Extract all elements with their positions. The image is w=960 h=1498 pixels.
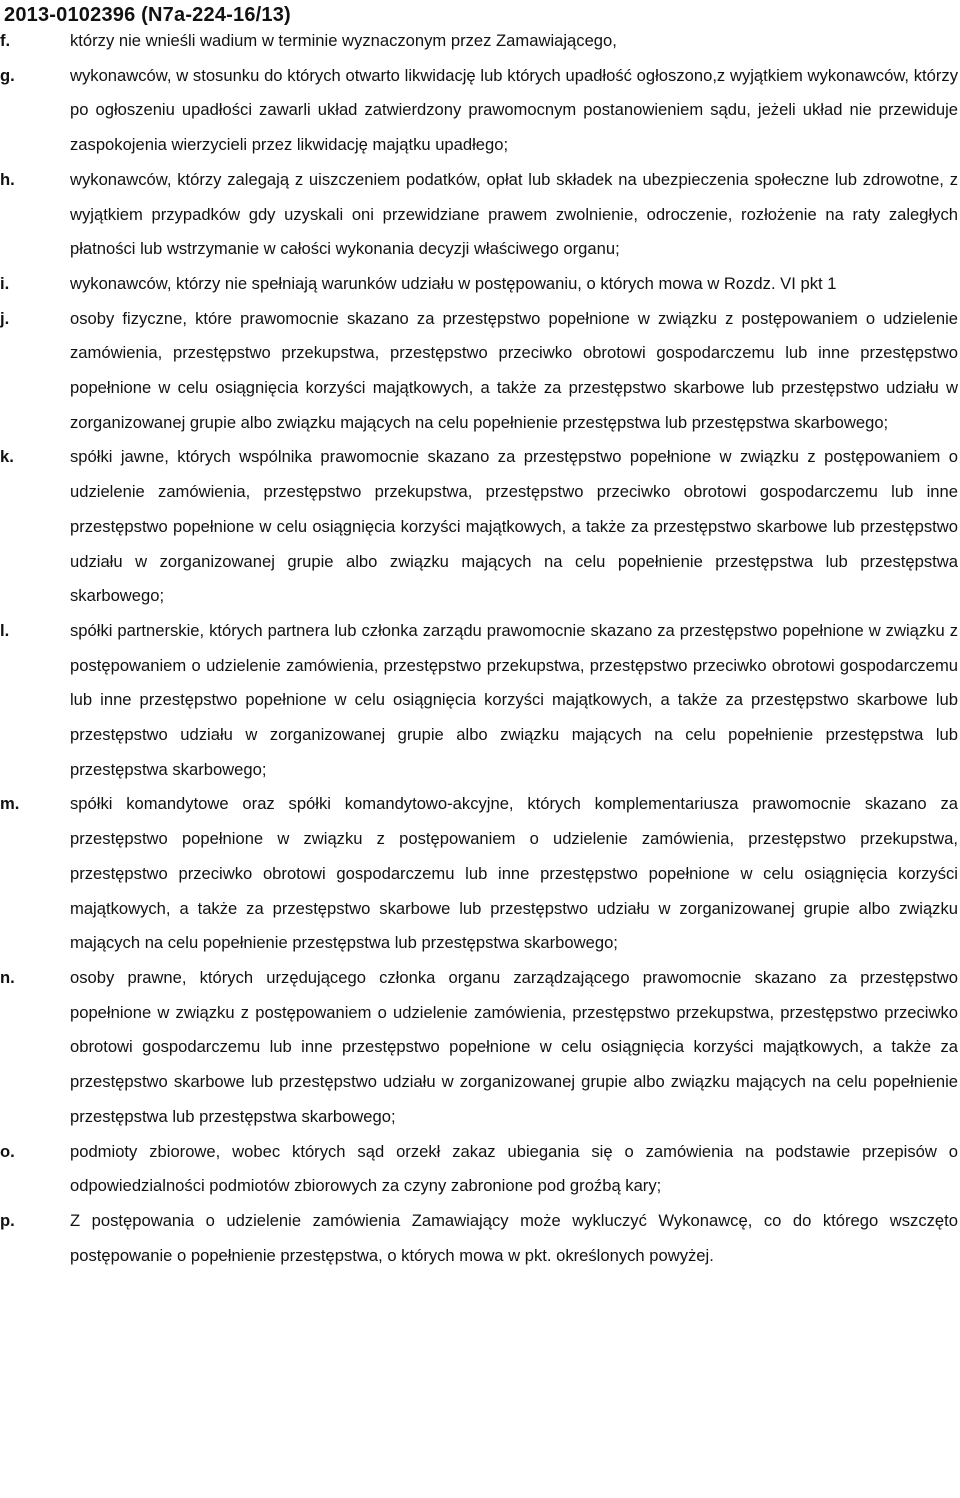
list-item-p: [0, 1204, 960, 1273]
list-item-m: [0, 787, 960, 961]
list-item-letter: j.: [0, 308, 10, 328]
list-item-i: [0, 267, 960, 302]
list-item-o: [0, 1135, 960, 1204]
list-item-letter: f.: [0, 31, 11, 50]
list-item-text: wykonawców, w stosunku do których otwarto likwidację lub których upadłość ogłoszono,z wyjątkiem wykonawców, którzy po ogłoszeniu upadłości zawarli układ zatwierdzony prawomocnym postanowieniem sądu, jeżeli układ nie przewiduje zaspokojenia wierzycieli przez likwidację majątku upadłego;: [70, 65, 958, 155]
list-item-text: Z postępowania o udzielenie zamówienia Zamawiający może wykluczyć Wykonawcę, co do którego wszczęto postępowanie o popełnienie przestępstwa, o których mowa w pkt. określonych powyżej.: [70, 1210, 958, 1265]
list-item-letter: k.: [0, 447, 14, 467]
list-item-h: [0, 163, 960, 267]
list-item-letter: o.: [0, 1141, 15, 1161]
list-item-l: [0, 614, 960, 788]
list-item-letter: h.: [0, 169, 15, 189]
list-item-g: [0, 59, 960, 163]
list-item-letter: p.: [0, 1210, 15, 1230]
list-item-n: [0, 961, 960, 1135]
list-item-text: spółki partnerskie, których partnera lub członka zarządu prawomocnie skazano za przestępstwo popełnione w związku z postępowaniem o udzielenie zamówienia, przestępstwo przekupstwa, przestępstwo przeciwko obrotowi gospodarczemu lub inne przestępstwo popełnione w celu osiągnięcia korzyści majątkowych, a także za przestępstwo skarbowe lub przestępstwo udziału w zorganizowanej grupie albo związku mających na celu popełnienie przestępstwa lub przestępstwa skarbowego;: [70, 620, 958, 779]
list-item-letter: g.: [0, 65, 15, 85]
document-reference-header: 2013-0102396 (N7a-224-16/13): [4, 4, 291, 26]
list-item-j: [0, 302, 960, 441]
list-item-text: podmioty zbiorowe, wobec których sąd orzekł zakaz ubiegania się o zamówienia na podstawie przepisów o odpowiedzialności podmiotów zbiorowych za czyny zabronione pod groźbą kary;: [70, 1141, 958, 1196]
list-item-text: którzy nie wnieśli wadium w terminie wyznaczonym przez Zamawiającego,: [70, 31, 617, 50]
list-item-letter: m.: [0, 794, 20, 814]
list-item-letter: i.: [0, 273, 10, 293]
list-item-text: wykonawców, którzy zalegają z uiszczeniem podatków, opłat lub składek na ubezpieczenia społeczne lub zdrowotne, z wyjątkiem przypadków gdy uzyskali oni przewidziane prawem zwolnienie, odroczenie, rozłożenie na raty zaległych płatności lub wstrzymanie w całości wykonania decyzji właściwego organu;: [70, 169, 958, 259]
exclusion-list: [0, 24, 960, 1273]
list-item-k: [0, 440, 960, 614]
list-item-text: osoby fizyczne, które prawomocnie skazano za przestępstwo popełnione w związku z postępowaniem o udzielenie zamówienia, przestępstwo przekupstwa, przestępstwo przeciwko obrotowi gospodarczemu lub inne przestępstwo popełnione w celu osiągnięcia korzyści majątkowych, a także za przestępstwo skarbowe lub przestępstwo udziału w zorganizowanej grupie albo związku mających na celu popełnienie przestępstwa lub przestępstwa skarbowego;: [70, 308, 958, 432]
list-item-text: spółki komandytowe oraz spółki komandytowo-akcyjne, których komplementariusza prawomocnie skazano za przestępstwo popełnione w związku z postępowaniem o udzielenie zamówienia, przestępstwo przekupstwa, przestępstwo przeciwko obrotowi gospodarczemu lub inne przestępstwo popełnione w celu osiągnięcia korzyści majątkowych, a także za przestępstwo skarbowe lub przestępstwo udziału w zorganizowanej grupie albo związku mających na celu popełnienie przestępstwa lub przestępstwa skarbowego;: [70, 794, 958, 953]
list-item-letter: n.: [0, 967, 15, 987]
list-item-f: [0, 24, 960, 59]
list-item-letter: l.: [0, 620, 10, 640]
list-item-text: osoby prawne, których urzędującego członka organu zarządzającego prawomocnie skazano za przestępstwo popełnione w związku z postępowaniem o udzielenie zamówienia, przestępstwo przekupstwa, przestępstwo przeciwko obrotowi gospodarczemu lub inne przestępstwo popełnione w celu osiągnięcia korzyści majątkowych, a także za przestępstwo skarbowe lub przestępstwo udziału w zorganizowanej grupie albo związku mających na celu popełnienie przestępstwa lub przestępstwa skarbowego;: [70, 967, 958, 1126]
list-item-text: wykonawców, którzy nie spełniają warunków udziału w postępowaniu, o których mowa w Rozdz. VI pkt 1: [70, 273, 837, 293]
list-item-text: spółki jawne, których wspólnika prawomocnie skazano za przestępstwo popełnione w związku z postępowaniem o udzielenie zamówienia, przestępstwo przekupstwa, przestępstwo przeciwko obrotowi gospodarczemu lub inne przestępstwo popełnione w celu osiągnięcia korzyści majątkowych, a także za przestępstwo skarbowe lub przestępstwo udziału w zorganizowanej grupie albo związku mających na celu popełnienie przestępstwa lub przestępstwa skarbowego;: [70, 447, 958, 606]
